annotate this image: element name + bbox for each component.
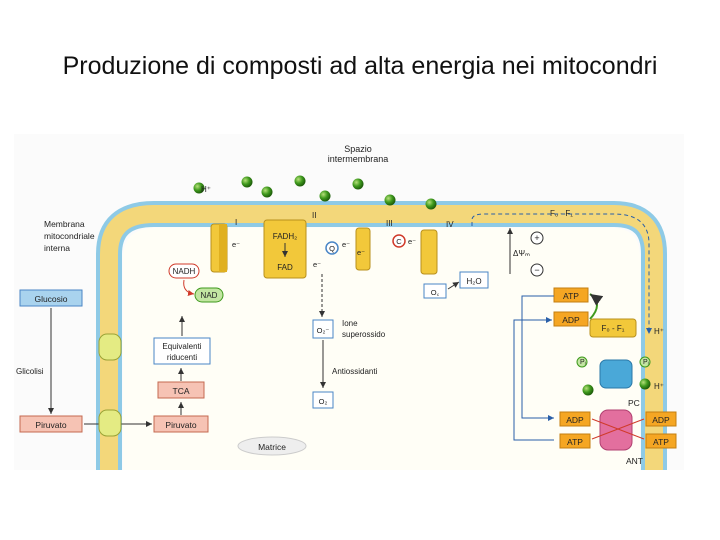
fadh2-label: FADH₂ <box>272 232 298 241</box>
fad-label: FAD <box>277 263 293 272</box>
f0f1-top-label: F₀ - F₁ <box>550 209 573 218</box>
piruvato-left-label: Piruvato <box>35 420 67 430</box>
ione-label: Ione <box>342 319 358 328</box>
complex-iv <box>421 230 437 274</box>
electron-label: e⁻ <box>232 240 241 249</box>
q-label: Q <box>329 244 335 253</box>
adp-top-label: ADP <box>562 315 580 325</box>
delta-psi-label: ΔΨₘ <box>513 249 531 258</box>
adp-right-label: ADP <box>652 415 670 425</box>
h2o-label: H₂O <box>466 277 482 286</box>
c-label: C <box>396 237 402 246</box>
carrier-left-lower <box>99 410 121 436</box>
proton-ball <box>242 177 253 188</box>
pc-carrier <box>600 360 632 388</box>
piruvato-right-label: Piruvato <box>165 420 197 430</box>
o2-label: O₂ <box>318 397 328 406</box>
carrier-left-upper <box>99 334 121 360</box>
electron-label: e⁻ <box>342 240 351 249</box>
atp-right-label: ATP <box>653 437 669 447</box>
proton-ball <box>583 385 594 396</box>
superoxide-symbol: O₂⁻ <box>316 326 330 335</box>
proton-ball <box>320 191 331 202</box>
h-plus-right-1: H⁺ <box>654 327 664 336</box>
complex-i-stripe <box>219 224 227 272</box>
antiossidanti-label: Antiossidanti <box>332 367 378 376</box>
plus-label: + <box>534 233 540 243</box>
proton-ball <box>426 199 437 210</box>
pi-right-label: Pᵢ <box>643 359 649 366</box>
proton-ball <box>295 176 306 187</box>
glucosio-label: Glucosio <box>34 294 68 304</box>
matrice-label: Matrice <box>258 442 286 452</box>
pi-left-label: Pᵢ <box>580 359 586 366</box>
intermembrana-label: intermembrana <box>327 154 389 164</box>
h-plus-top: H⁺ <box>201 185 211 194</box>
tca-label: TCA <box>172 386 190 396</box>
electron-label: e⁻ <box>357 248 366 257</box>
riducenti-label: riducenti <box>166 353 198 362</box>
atp-top-label: ATP <box>563 291 579 301</box>
complex-iii-label: III <box>386 219 393 228</box>
membrana-label: Membrana <box>44 219 85 229</box>
h-plus-right-2: H⁺ <box>654 382 664 391</box>
complex-iv-label: IV <box>446 220 454 229</box>
ant-label: ANT <box>626 456 643 466</box>
superossido-label: superossido <box>342 330 386 339</box>
nadh-label: NADH <box>172 267 196 276</box>
proton-ball <box>385 195 396 206</box>
proton-ball <box>353 179 364 190</box>
interna-label: interna <box>44 243 70 253</box>
spazio-label: Spazio <box>344 144 372 154</box>
nad-label: NAD <box>200 291 218 300</box>
proton-ball <box>640 379 651 390</box>
mitochondria-diagram <box>14 134 684 470</box>
atp-left-label: ATP <box>567 437 583 447</box>
complex-i-label: I <box>235 218 238 227</box>
equivalenti-label: Equivalenti <box>162 342 202 351</box>
minus-label: − <box>534 265 540 275</box>
pc-label: PC <box>628 398 640 408</box>
complex-ii-label: II <box>312 211 317 220</box>
oc-label: O꜀ <box>430 288 440 297</box>
adp-left-label: ADP <box>566 415 584 425</box>
proton-ball <box>262 187 273 198</box>
electron-label: e⁻ <box>408 237 417 246</box>
glicolisi-label: Glicolisi <box>16 367 44 376</box>
electron-label: e⁻ <box>313 260 322 269</box>
f0f1-inner-label: F₀ - F₁ <box>601 324 625 333</box>
mitocondriale-label: mitocondriale <box>44 231 95 241</box>
slide-title: Produzione di composti ad alta energia nei mitocondri <box>62 52 658 80</box>
